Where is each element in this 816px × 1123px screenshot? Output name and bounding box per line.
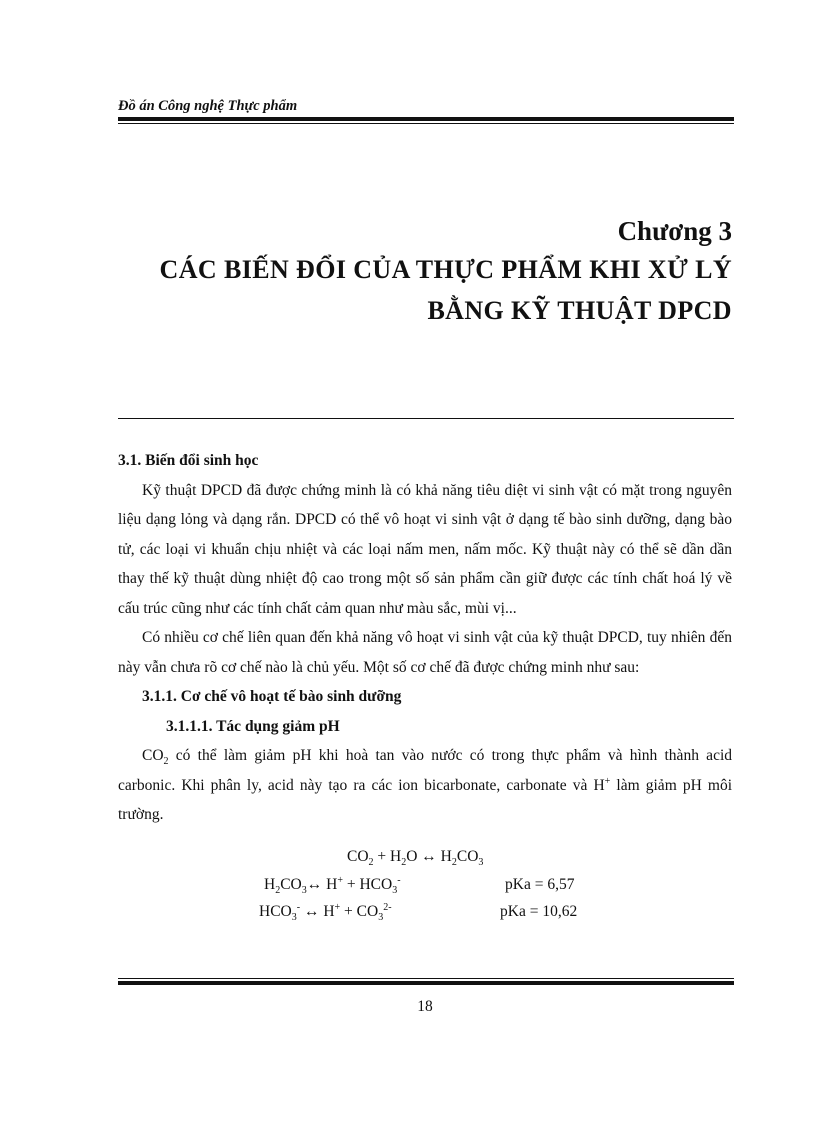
equation-3: $HCO_3^-$ ↔ $H^+ + CO_3^{2-}$ bbox=[259, 901, 392, 924]
header-rule-thin bbox=[118, 123, 734, 124]
paragraph-2: Có nhiều cơ chế liên quan đến khả năng vô hoạt vi sinh vật của kỹ thuật DPCD, tuy nhiên đến này vẫn chưa rõ cơ chế nào là chủ yếu. Một số cơ chế đã được chứng minh như sau: bbox=[118, 629, 732, 676]
equation-2-pka: pKa = 6,57 bbox=[505, 876, 575, 893]
chapter-title-line1: CÁC BIẾN ĐỔI CỦA THỰC PHẨM KHI XỬ LÝ bbox=[159, 255, 732, 284]
subsection-heading: 3.1.1. Cơ chế vô hoạt tế bào sinh dưỡng bbox=[142, 688, 402, 705]
paragraph-3: $CO_2$ có thể làm giảm pH khi hoà tan vào nước có trong thực phẩm và hình thành acid carbonic. Khi phân ly, acid này tạo ra các ion bicarbonate, carbonate và H+ làm giảm pH môi trường. bbox=[118, 747, 732, 823]
section-divider bbox=[118, 418, 734, 419]
header-title: Đồ án Công nghệ Thực phẩm bbox=[118, 98, 298, 114]
section-heading: 3.1. Biến đổi sinh học bbox=[118, 452, 259, 469]
equation-2: $H_2CO_3\leftrightarrow$ $H^+ + HCO_3^-$ bbox=[264, 874, 401, 897]
chapter-title-line2: BẰNG KỸ THUẬT DPCD bbox=[427, 296, 732, 325]
body-text bbox=[118, 446, 732, 830]
equation-3-pka: pKa = 10,62 bbox=[500, 903, 578, 920]
equation-1: $CO_2 + H_2O$ ↔ $H_2CO_3$ bbox=[347, 848, 484, 869]
footer-rule-thin bbox=[118, 978, 734, 979]
chapter-number: Chương 3 bbox=[617, 216, 732, 246]
paragraph-1: Kỹ thuật DPCD đã được chứng minh là có khả năng tiêu diệt vi sinh vật có mặt trong nguyên liệu dạng lỏng và dạng rắn. DPCD có thể vô hoạt vi sinh vật ở dạng tế bào sinh dưỡng, dạng bào tử, các loại vi khuẩn chịu nhiệt và các loại nấm men, nấm mốc. Kỹ thuật này có thể sẽ dần dần thay thế kỹ thuật dùng nhiệt độ cao trong một số sản phẩm cần giữ được các tính chất hoá lý về cấu trúc cũng như các tính chất cảm quan như màu sắc, mùi vị... bbox=[118, 481, 732, 617]
page-number: 18 bbox=[417, 998, 433, 1015]
subsubsection-heading: 3.1.1.1. Tác dụng giảm pH bbox=[166, 717, 340, 735]
header-rule bbox=[118, 117, 734, 121]
footer-rule bbox=[118, 981, 734, 985]
